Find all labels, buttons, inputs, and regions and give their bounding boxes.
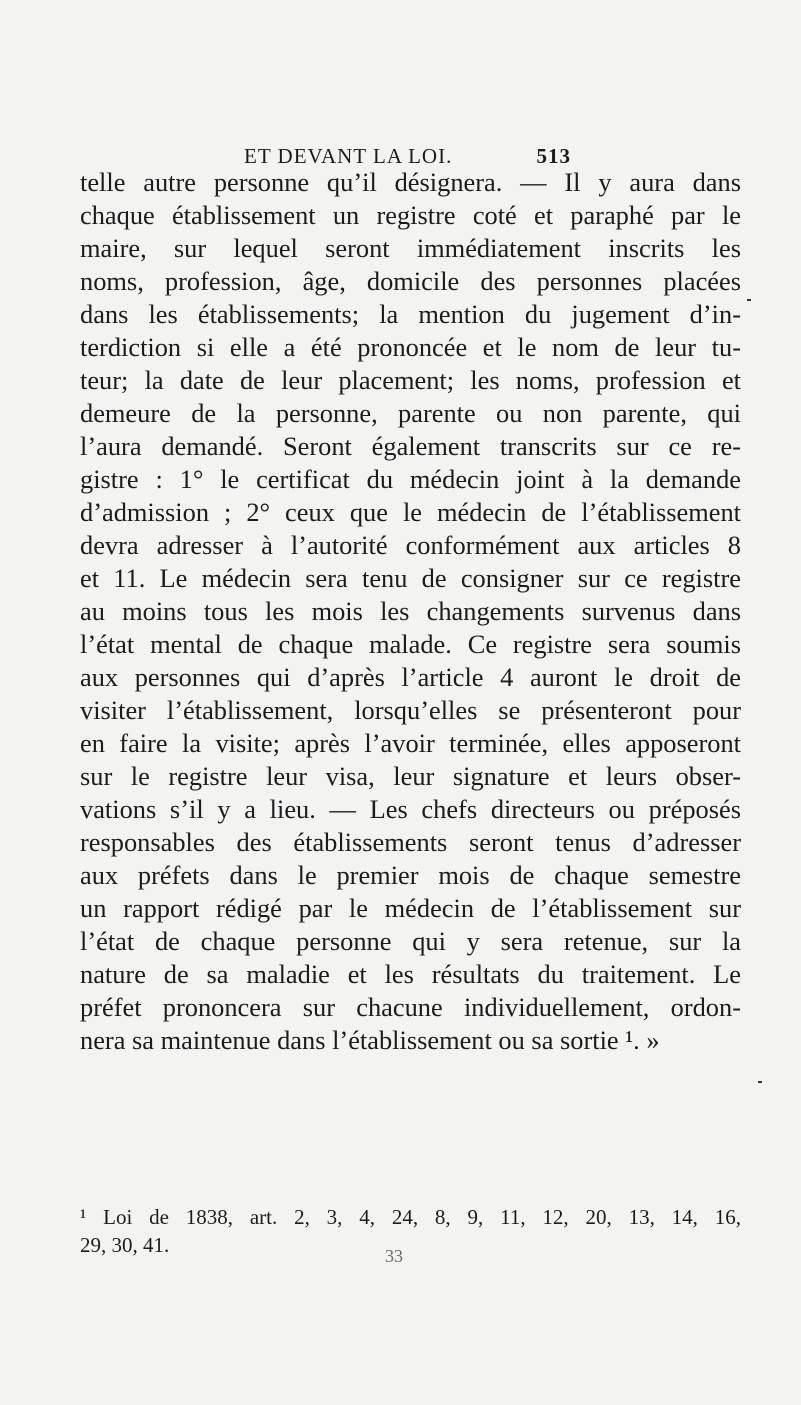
text-line: un rapport rédigé par le médecin de l’établissement sur	[80, 893, 741, 923]
text-line: nera sa maintenue dans l’établissement ou sa sortie ¹. »	[80, 1025, 660, 1055]
text-line: en faire la visite; après l’avoir terminée, elles apposeront	[80, 728, 741, 758]
text-line: d’admission ; 2° ceux que le médecin de l’établissement	[80, 497, 741, 527]
text-line: maire, sur lequel seront immédiatement inscrits les	[80, 233, 741, 263]
margin-mark	[758, 1081, 762, 1083]
text-line: aux personnes qui d’après l’article 4 auront le droit de	[80, 662, 741, 692]
text-line: sur le registre leur visa, leur signature et leurs obser-	[80, 761, 741, 791]
text-line: devra adresser à l’autorité conformément aux articles 8	[80, 530, 741, 560]
text-line: au moins tous les mois les changements survenus dans	[80, 596, 741, 626]
text-line: noms, profession, âge, domicile des personnes placées	[80, 266, 741, 296]
running-head-title: ET DEVANT LA LOI.	[244, 144, 453, 168]
margin-mark	[747, 299, 751, 301]
text-line: chaque établissement un registre coté et paraphé par le	[80, 200, 741, 230]
text-line: l’état de chaque personne qui y sera retenue, sur la	[80, 926, 741, 956]
text-line: terdiction si elle a été prononcée et le nom de leur tu-	[80, 332, 741, 362]
text-line: gistre : 1° le certificat du médecin joint à la demande	[80, 464, 741, 494]
text-line: l’état mental de chaque malade. Ce registre sera soumis	[80, 629, 741, 659]
text-line: telle autre personne qu’il désignera. — Il y aura dans	[80, 167, 741, 197]
text-line: vations s’il y a lieu. — Les chefs directeurs ou préposés	[80, 794, 741, 824]
body-text	[80, 166, 741, 1057]
text-line: responsables des établissements seront tenus d’adresser	[80, 827, 741, 857]
text-line: visiter l’établissement, lorsqu’elles se présenteront pour	[80, 695, 741, 725]
footnote-line: ¹ Loi de 1838, art. 2, 3, 4, 24, 8, 9, 11, 12, 20, 13, 14, 16,	[80, 1205, 741, 1229]
signature-mark: 33	[385, 1246, 403, 1266]
text-line: demeure de la personne, parente ou non parente, qui	[80, 398, 741, 428]
text-line: aux préfets dans le premier mois de chaque semestre	[80, 860, 741, 890]
text-line: et 11. Le médecin sera tenu de consigner sur ce registre	[80, 563, 741, 593]
text-line: préfet prononcera sur chacune individuellement, ordon-	[80, 992, 741, 1022]
footnote-line: 29, 30, 41.	[80, 1233, 170, 1257]
page-number: 513	[536, 144, 571, 168]
footnotes	[80, 1203, 741, 1259]
text-line: nature de sa maladie et les résultats du traitement. Le	[80, 959, 741, 989]
text-line: dans les établissements; la mention du jugement d’in-	[80, 299, 741, 329]
text-line: l’aura demandé. Seront également transcrits sur ce re-	[80, 431, 741, 461]
text-line: teur; la date de leur placement; les noms, profession et	[80, 365, 741, 395]
